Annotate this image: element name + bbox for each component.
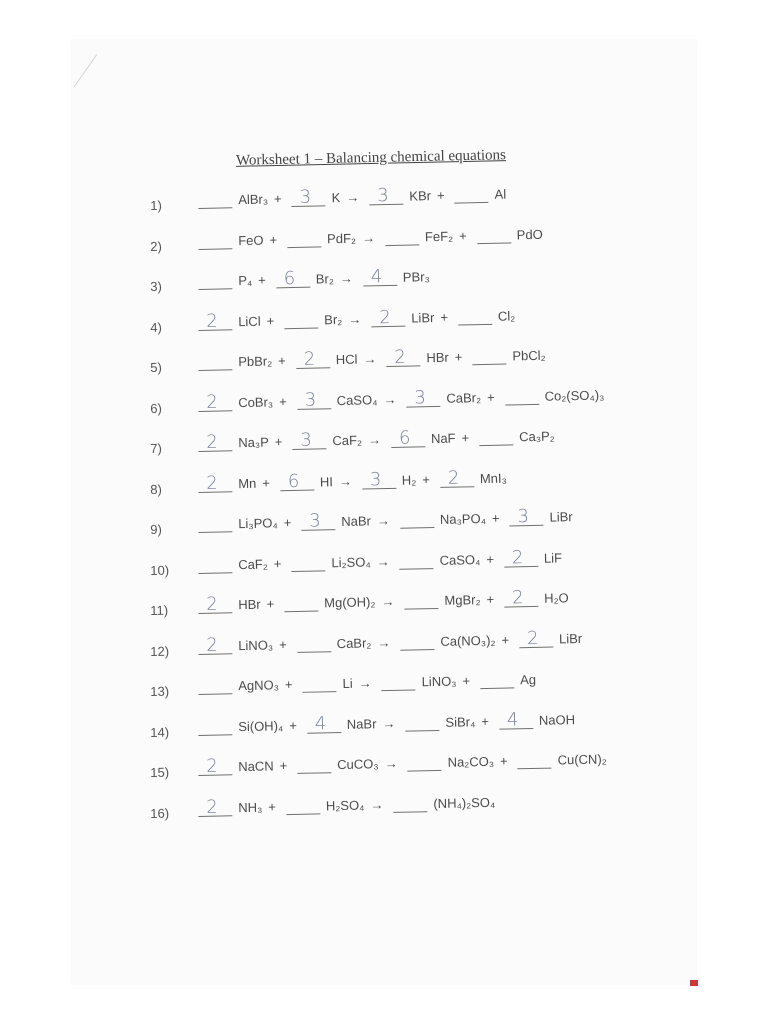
- equation-term: [198, 187, 288, 209]
- chemical-formula: CaF₂: [332, 432, 363, 449]
- equation-number: 14): [150, 724, 170, 740]
- coefficient-blank[interactable]: [198, 720, 232, 736]
- equation-term: [519, 626, 589, 647]
- handwritten-coefficient: 3: [517, 506, 530, 528]
- chemical-formula: AlBr₃: [238, 191, 269, 208]
- equation-number: 15): [150, 764, 170, 780]
- chemical-formula: Mg(OH)₂: [324, 594, 376, 611]
- equation-term: [286, 792, 390, 814]
- coefficient-blank[interactable]: [198, 431, 232, 453]
- plus-sign: +: [278, 393, 287, 409]
- plus-sign: +: [440, 309, 449, 325]
- equation-term: [198, 713, 303, 735]
- equation-term: [504, 586, 575, 607]
- plus-sign: +: [486, 551, 495, 567]
- coefficient-blank[interactable]: [458, 309, 492, 325]
- plus-sign: +: [278, 353, 286, 369]
- reaction-arrow: →: [361, 229, 376, 246]
- coefficient-blank[interactable]: [472, 350, 506, 366]
- coefficient-blank[interactable]: [301, 510, 335, 532]
- equation-term: [198, 309, 280, 331]
- equation-number: 16): [150, 805, 170, 821]
- chemical-formula: FeF₂: [424, 228, 454, 244]
- coefficient-blank[interactable]: [198, 517, 232, 533]
- chemical-formula: NaBr: [346, 715, 377, 732]
- chemical-formula: Ag: [519, 671, 537, 688]
- coefficient-blank[interactable]: [276, 267, 310, 290]
- reaction-arrow: →: [377, 634, 391, 650]
- equation-term: [287, 226, 381, 248]
- equation-term: [198, 592, 280, 614]
- coefficient-blank[interactable]: [406, 386, 440, 408]
- equation-term: [296, 347, 383, 369]
- reaction-arrow: →: [370, 796, 384, 812]
- equation-term: [307, 711, 402, 733]
- reaction-arrow: →: [358, 675, 372, 691]
- equation-term: [504, 383, 610, 405]
- plus-sign: +: [266, 312, 275, 329]
- equation-term: [476, 222, 548, 244]
- chemical-formula: Na₂CO₃: [447, 753, 495, 770]
- chemical-formula: CoBr₃: [238, 393, 274, 410]
- plus-sign: +: [501, 631, 510, 648]
- coefficient-blank[interactable]: [198, 472, 232, 494]
- coefficient-blank[interactable]: [509, 506, 543, 528]
- plus-sign: +: [461, 430, 470, 446]
- equation-number: 1): [150, 197, 163, 213]
- equation-term: [509, 505, 579, 526]
- equation-term: [198, 795, 282, 817]
- coefficient-blank[interactable]: [385, 230, 419, 246]
- chemical-formula: MnI₃: [479, 470, 507, 486]
- coefficient-blank[interactable]: [198, 391, 232, 413]
- equation-number: 12): [150, 643, 170, 659]
- equation-term: [472, 344, 552, 366]
- coefficient-blank[interactable]: [286, 799, 320, 815]
- coefficient-blank[interactable]: [296, 348, 330, 370]
- equation-term: [406, 385, 501, 407]
- background-edge: [690, 980, 698, 986]
- reaction-arrow: →: [367, 432, 382, 448]
- coefficient-blank[interactable]: [391, 427, 425, 449]
- handwritten-coefficient: 2: [205, 634, 218, 656]
- chemical-formula: PdO: [516, 226, 543, 242]
- handwritten-coefficient: 4: [314, 712, 327, 735]
- plus-sign: +: [273, 191, 282, 207]
- handwritten-coefficient: 2: [394, 346, 407, 368]
- equation-term: [284, 590, 401, 612]
- equation-term: [371, 305, 454, 327]
- plus-sign: +: [422, 471, 431, 487]
- chemical-formula: CaSO₄: [439, 551, 481, 568]
- handwritten-coefficient: 4: [506, 708, 519, 731]
- coefficient-blank[interactable]: [198, 193, 232, 209]
- coefficient-blank[interactable]: [386, 346, 420, 368]
- handwritten-coefficient: 2: [511, 587, 524, 609]
- reaction-arrow: →: [376, 553, 390, 569]
- coefficient-blank[interactable]: [504, 587, 538, 609]
- equation-term: [198, 552, 288, 574]
- equation-term: [291, 185, 365, 207]
- paper-fold-mark: [74, 54, 124, 106]
- coefficient-blank[interactable]: [297, 637, 331, 653]
- equation-term: [399, 547, 500, 569]
- plus-sign: +: [266, 596, 275, 612]
- coefficient-blank[interactable]: [198, 558, 232, 574]
- chemical-formula: Li₂SO₄: [331, 553, 371, 570]
- coefficient-blank[interactable]: [198, 593, 232, 615]
- coefficient-blank[interactable]: [198, 679, 232, 695]
- equation-term: [405, 709, 495, 731]
- plus-sign: +: [486, 591, 495, 607]
- plus-sign: +: [436, 187, 445, 203]
- worksheet-title: Worksheet 1 – Balancing chemical equations: [235, 147, 507, 169]
- coefficient-blank[interactable]: [477, 228, 511, 244]
- chemical-formula: NaCN: [238, 758, 274, 775]
- coefficient-blank[interactable]: [297, 389, 331, 411]
- equation-term: [480, 668, 542, 689]
- equation-term: [198, 268, 272, 290]
- plus-sign: +: [279, 758, 288, 774]
- handwritten-coefficient: 6: [283, 267, 296, 290]
- equation-term: [385, 224, 473, 246]
- plus-sign: +: [491, 510, 500, 526]
- coefficient-blank[interactable]: [198, 796, 232, 818]
- equation-term: [291, 549, 396, 571]
- handwritten-coefficient: 2: [205, 391, 218, 413]
- plus-sign: +: [289, 717, 297, 733]
- plus-sign: +: [278, 636, 287, 652]
- chemical-formula: MgBr₂: [444, 592, 481, 608]
- chemical-formula: Mn: [238, 475, 257, 491]
- chemical-formula: KBr: [409, 188, 432, 204]
- chemical-formula: Na₃PO₄: [439, 510, 487, 527]
- handwritten-coefficient: 2: [526, 627, 539, 649]
- chemical-formula: Li: [342, 675, 353, 691]
- chemical-formula: SiBr₄: [445, 713, 476, 730]
- chemical-formula: Si(OH)₄: [238, 717, 284, 734]
- chemical-formula: NaOH: [538, 711, 576, 728]
- chemical-formula: LiCl: [238, 313, 261, 329]
- equation-term: [504, 546, 568, 567]
- equation-term: [198, 754, 293, 776]
- chemical-formula: CuCO₃: [337, 756, 379, 773]
- equation-number: 13): [150, 683, 170, 699]
- coefficient-blank[interactable]: [198, 234, 232, 250]
- equation-term: [363, 265, 436, 287]
- handwritten-coefficient: 6: [287, 470, 300, 492]
- plus-sign: +: [262, 474, 271, 491]
- equation-term: [292, 428, 387, 450]
- equation-term: [284, 307, 367, 329]
- handwritten-coefficient: 2: [205, 755, 218, 777]
- handwritten-coefficient: 2: [511, 546, 524, 568]
- handwritten-coefficient: 3: [369, 468, 382, 490]
- chemical-formula: Co₂(SO₄)₃: [544, 386, 605, 404]
- chemical-formula: Ca(NO₃)₂: [440, 632, 496, 649]
- coefficient-blank[interactable]: [292, 429, 326, 451]
- equation-number: 8): [150, 481, 163, 497]
- coefficient-blank[interactable]: [400, 554, 434, 570]
- handwritten-coefficient: 3: [300, 429, 313, 451]
- handwritten-coefficient: 2: [303, 348, 316, 370]
- equation-number: 5): [150, 359, 163, 375]
- equation-term: [517, 747, 613, 769]
- equation-term: [302, 671, 378, 693]
- coefficient-blank[interactable]: [198, 310, 232, 332]
- chemical-formula: Al: [494, 186, 507, 202]
- chemical-formula: NaF: [430, 430, 456, 447]
- chemical-formula: LiBr: [411, 309, 435, 326]
- equation-number: 4): [150, 319, 163, 335]
- equation-number: 11): [150, 602, 169, 618]
- chemical-formula: H₂: [401, 471, 417, 488]
- reaction-arrow: →: [376, 512, 391, 529]
- coefficient-blank[interactable]: [280, 470, 314, 492]
- chemical-formula: AgNO₃: [238, 677, 280, 694]
- chemical-formula: NaBr: [341, 513, 372, 529]
- coefficient-blank[interactable]: [499, 708, 533, 731]
- reaction-arrow: →: [381, 593, 395, 610]
- chemical-formula: CaBr₂: [336, 634, 372, 651]
- plus-sign: +: [274, 434, 283, 450]
- reaction-arrow: →: [384, 755, 398, 772]
- handwritten-coefficient: 6: [398, 427, 411, 449]
- plus-sign: +: [462, 673, 471, 689]
- equation-number: 6): [150, 400, 163, 416]
- chemical-formula: Cl₂: [497, 307, 516, 324]
- equation-term: [198, 511, 298, 533]
- equation-term: [362, 468, 436, 490]
- handwritten-coefficient: 4: [370, 266, 383, 288]
- chemical-formula: P₄: [238, 272, 253, 289]
- chemical-formula: NH₃: [238, 799, 263, 815]
- coefficient-blank[interactable]: [505, 389, 539, 405]
- handwritten-coefficient: 3: [414, 386, 427, 408]
- equation-term: [499, 707, 582, 729]
- chemical-formula: Br₂: [315, 271, 334, 287]
- equation-term: [198, 633, 293, 655]
- chemical-formula: PbCl₂: [512, 347, 546, 364]
- coefficient-blank[interactable]: [407, 756, 441, 772]
- coefficient-blank[interactable]: [400, 513, 434, 529]
- equation-term: [280, 469, 358, 491]
- coefficient-blank[interactable]: [291, 556, 325, 572]
- coefficient-blank[interactable]: [381, 675, 415, 691]
- handwritten-coefficient: 3: [309, 510, 321, 532]
- chemical-formula: CaSO₄: [336, 391, 378, 408]
- chemical-formula: (NH₄)₂SO₄: [433, 794, 496, 811]
- plus-sign: +: [499, 753, 508, 769]
- equation-term: [400, 507, 506, 529]
- plus-sign: +: [258, 272, 266, 288]
- handwritten-coefficient: 3: [377, 185, 389, 207]
- coefficient-blank[interactable]: [405, 715, 439, 731]
- coefficient-blank[interactable]: [480, 673, 514, 689]
- equation-term: [407, 749, 513, 771]
- chemical-formula: PBr₃: [402, 269, 430, 285]
- plus-sign: +: [268, 798, 277, 815]
- chemical-formula: HBr: [426, 349, 449, 366]
- chemical-formula: HCl: [335, 351, 358, 368]
- coefficient-blank[interactable]: [400, 635, 434, 651]
- handwritten-coefficient: 2: [447, 467, 460, 489]
- coefficient-blank[interactable]: [198, 274, 232, 290]
- equation-term: [381, 669, 476, 691]
- equation-term: [198, 390, 293, 412]
- plus-sign: +: [269, 231, 278, 247]
- coefficient-blank[interactable]: [287, 232, 321, 248]
- chemical-formula: LiNO₃: [421, 673, 457, 690]
- chemical-formula: H₂SO₄: [325, 797, 365, 813]
- equation-term: [458, 304, 522, 325]
- equation-term: [198, 471, 276, 493]
- chemical-formula: Li₃PO₄: [238, 515, 278, 532]
- equation-term: [369, 184, 451, 206]
- coefficient-blank[interactable]: [363, 266, 397, 288]
- chemical-formula: HBr: [238, 596, 261, 613]
- equation-term: [479, 424, 561, 446]
- equation-term: [386, 345, 468, 367]
- equation-term: [276, 267, 359, 289]
- coefficient-blank[interactable]: [284, 596, 318, 612]
- coefficient-blank[interactable]: [518, 754, 552, 770]
- reaction-arrow: →: [338, 473, 353, 489]
- reaction-arrow: →: [383, 391, 397, 407]
- chemical-formula: LiBr: [558, 630, 583, 646]
- coefficient-blank[interactable]: [302, 677, 336, 693]
- equation-number: 10): [150, 562, 170, 578]
- coefficient-blank[interactable]: [479, 430, 513, 446]
- coefficient-blank[interactable]: [404, 594, 438, 610]
- plus-sign: +: [283, 515, 292, 531]
- chemical-formula: PbBr₂: [238, 353, 273, 370]
- coefficient-blank[interactable]: [519, 627, 553, 649]
- coefficient-blank[interactable]: [297, 758, 331, 774]
- reaction-arrow: →: [348, 311, 362, 327]
- equation-term: [454, 182, 512, 203]
- coefficient-blank[interactable]: [440, 467, 474, 489]
- handwritten-coefficient: 2: [205, 310, 218, 332]
- chemical-formula: CaBr₂: [446, 389, 482, 406]
- equation-term: [296, 630, 396, 652]
- equation-term: [296, 387, 402, 409]
- chemical-formula: K: [331, 190, 341, 206]
- chemical-formula: LiNO₃: [238, 636, 274, 653]
- equation-term: [400, 628, 515, 650]
- handwritten-coefficient: 2: [205, 472, 218, 494]
- chemical-formula: Ca₃P₂: [518, 428, 555, 445]
- coefficient-blank[interactable]: [454, 188, 488, 204]
- coefficient-blank[interactable]: [371, 306, 405, 328]
- equation-term: [198, 430, 289, 452]
- coefficient-blank[interactable]: [362, 468, 396, 490]
- chemical-formula: Na₃P: [238, 434, 269, 451]
- chemical-formula: Cu(CN)₂: [557, 751, 607, 768]
- coefficient-blank[interactable]: [198, 755, 232, 777]
- chemical-formula: HI: [319, 473, 334, 489]
- coefficient-blank[interactable]: [292, 186, 326, 208]
- coefficient-blank[interactable]: [307, 712, 341, 735]
- coefficient-blank[interactable]: [198, 634, 232, 656]
- equation-number: 7): [150, 440, 163, 456]
- chemical-formula: Br₂: [324, 311, 343, 327]
- chemical-formula: PdF₂: [326, 230, 357, 246]
- chemical-formula: LiBr: [549, 509, 573, 525]
- reaction-arrow: →: [382, 715, 396, 731]
- equation-term: [393, 790, 501, 812]
- plus-sign: +: [486, 389, 495, 405]
- coefficient-blank[interactable]: [393, 797, 427, 813]
- chemical-formula: CaF₂: [238, 556, 268, 572]
- equation-term: [440, 466, 513, 488]
- plus-sign: +: [284, 677, 293, 693]
- plus-sign: +: [481, 713, 490, 729]
- handwritten-coefficient: 2: [205, 796, 218, 818]
- chemical-formula: FeO: [238, 232, 264, 248]
- handwritten-coefficient: 3: [304, 389, 317, 411]
- chemical-formula: H₂O: [543, 590, 569, 606]
- equation-number: 9): [150, 521, 163, 537]
- reaction-arrow: →: [363, 351, 377, 367]
- handwritten-coefficient: 3: [299, 186, 312, 208]
- plus-sign: +: [454, 349, 463, 365]
- plus-sign: +: [458, 227, 467, 244]
- coefficient-blank[interactable]: [284, 313, 318, 329]
- handwritten-coefficient: 2: [205, 593, 218, 615]
- equation-term: [198, 349, 292, 371]
- equation-list: [150, 185, 690, 838]
- equation-term: [297, 752, 404, 774]
- handwritten-coefficient: 2: [205, 431, 218, 453]
- coefficient-blank[interactable]: [504, 546, 538, 568]
- equation-number: 3): [150, 278, 163, 294]
- reaction-arrow: →: [346, 189, 360, 205]
- equation-term: [404, 588, 500, 610]
- equation-number: 2): [150, 238, 163, 254]
- equation-term: [198, 673, 299, 695]
- handwritten-coefficient: 2: [378, 306, 391, 328]
- equation-term: [198, 228, 283, 250]
- equation-term: [301, 509, 396, 531]
- chemical-formula: LiF: [543, 549, 563, 566]
- coefficient-blank[interactable]: [198, 355, 232, 371]
- equation-term: [391, 426, 476, 448]
- plus-sign: +: [273, 555, 282, 571]
- reaction-arrow: →: [339, 270, 353, 287]
- coefficient-blank[interactable]: [369, 185, 403, 207]
